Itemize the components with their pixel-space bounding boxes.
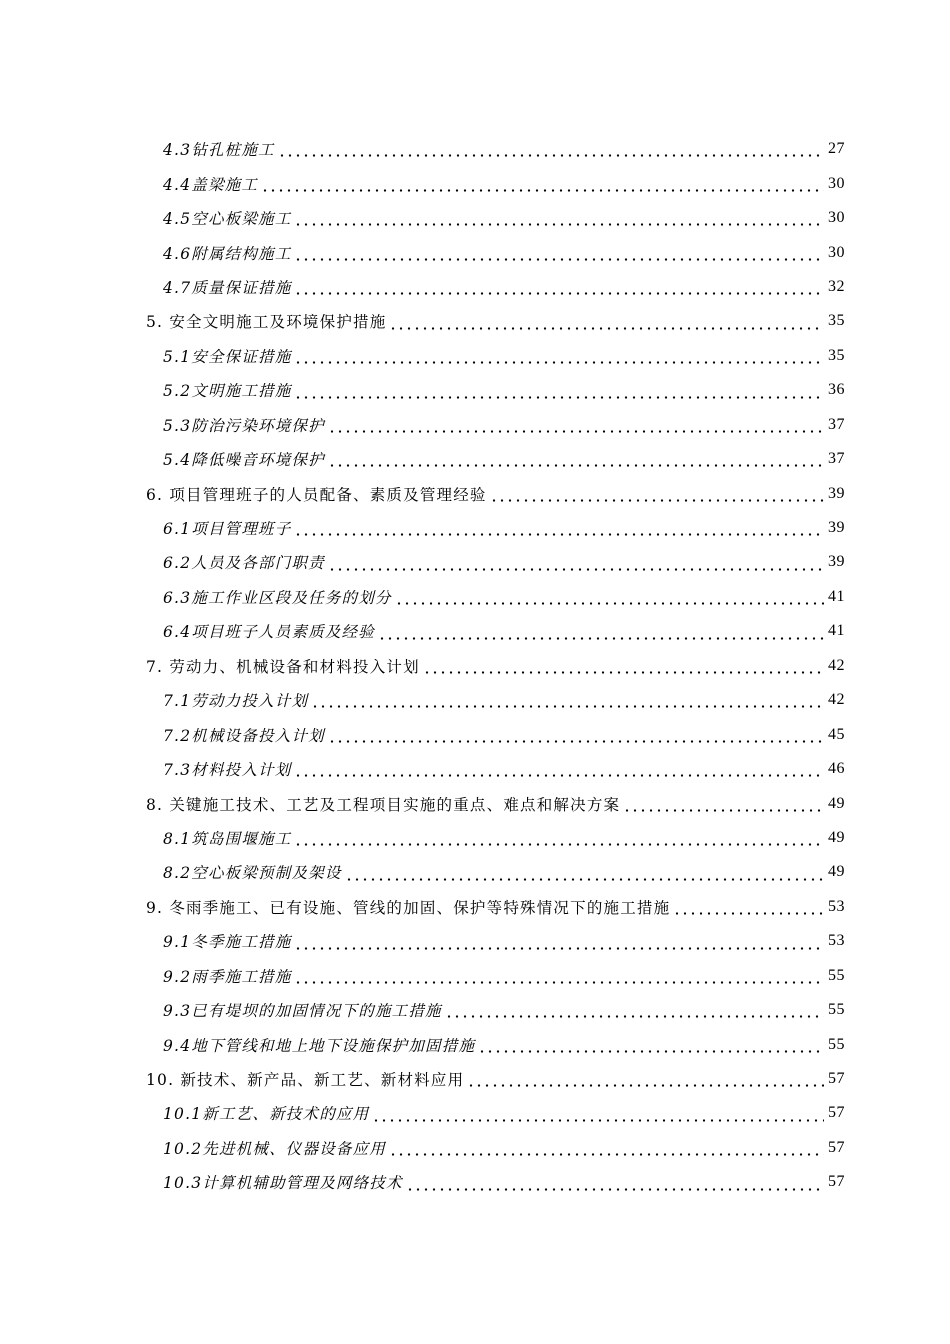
toc-page-number: 55 — [828, 1001, 845, 1019]
toc-page-number: 39 — [828, 484, 845, 502]
toc-entry-title: 6. 项目管理班子的人员配备、素质及管理经验 — [146, 485, 487, 504]
toc-subsection-entry[interactable] — [0, 408, 950, 442]
toc-page-number: 57 — [828, 1173, 845, 1191]
toc-dot-leader — [478, 1050, 824, 1053]
toc-subsection-entry[interactable] — [0, 752, 950, 786]
toc-page-number: 57 — [828, 1070, 845, 1088]
toc-subsection-entry[interactable] — [0, 132, 950, 166]
toc-entry-title: 5. 安全文明施工及环境保护措施 — [146, 313, 387, 332]
toc-page-number: 30 — [828, 209, 845, 227]
toc-dot-leader — [423, 671, 824, 674]
toc-dot-leader — [328, 430, 824, 433]
toc-entry-title: 5.4降低噪音环境保护 — [163, 451, 325, 470]
toc-page-number: 35 — [828, 346, 845, 364]
toc-entry-title: 9.4地下管线和地上地下设施保护加固措施 — [163, 1036, 476, 1055]
toc-page-number: 49 — [828, 828, 845, 846]
toc-entry-title: 7. 劳动力、机械设备和材料投入计划 — [146, 657, 420, 676]
toc-page-number: 30 — [828, 174, 845, 192]
toc-dot-leader — [294, 774, 824, 777]
toc-dot-leader — [311, 705, 824, 708]
toc-entry-title: 6.3施工作业区段及任务的划分 — [163, 588, 392, 607]
toc-dot-leader — [328, 568, 824, 571]
toc-subsection-entry[interactable] — [0, 993, 950, 1027]
toc-page-number: 39 — [828, 553, 845, 571]
toc-page-number: 45 — [828, 725, 845, 743]
toc-dot-leader — [328, 740, 824, 743]
toc-entry-title: 4.5空心板梁施工 — [163, 210, 292, 229]
toc-dot-leader — [294, 533, 824, 536]
toc-dot-leader — [445, 1015, 824, 1018]
toc-dot-leader — [278, 154, 824, 157]
toc-subsection-entry[interactable] — [0, 442, 950, 476]
toc-dot-leader — [673, 912, 824, 915]
toc-page-number: 30 — [828, 243, 845, 261]
toc-section-entry[interactable] — [0, 649, 950, 683]
toc-entry-title: 6.2人员及各部门职责 — [163, 554, 325, 573]
toc-subsection-entry[interactable] — [0, 1027, 950, 1061]
toc-page-number: 46 — [828, 760, 845, 778]
toc-subsection-entry[interactable] — [0, 235, 950, 269]
toc-subsection-entry[interactable] — [0, 717, 950, 751]
toc-entry-title: 4.3钻孔桩施工 — [163, 141, 275, 160]
toc-entry-title: 8. 关键施工技术、工艺及工程项目实施的重点、难点和解决方案 — [146, 795, 621, 814]
toc-dot-leader — [328, 464, 824, 467]
toc-entry-title: 9.2雨季施工措施 — [163, 967, 292, 986]
toc-subsection-entry[interactable] — [0, 924, 950, 958]
toc-entry-title: 7.2机械设备投入计划 — [163, 726, 325, 745]
toc-subsection-entry[interactable] — [0, 373, 950, 407]
toc-page-number: 41 — [828, 622, 845, 640]
toc-subsection-entry[interactable] — [0, 270, 950, 304]
toc-entry-title: 8.1筑岛围堰施工 — [163, 829, 292, 848]
toc-page-number: 57 — [828, 1138, 845, 1156]
toc-subsection-entry[interactable] — [0, 545, 950, 579]
toc-section-entry[interactable] — [0, 1062, 950, 1096]
toc-page-number: 57 — [828, 1104, 845, 1122]
toc-dot-leader — [389, 1153, 824, 1156]
table-of-contents — [0, 132, 950, 1200]
toc-page-number: 37 — [828, 450, 845, 468]
toc-page-number: 32 — [828, 277, 845, 295]
toc-section-entry[interactable] — [0, 890, 950, 924]
toc-dot-leader — [294, 223, 824, 226]
toc-dot-leader — [294, 843, 824, 846]
toc-entry-title: 5.1安全保证措施 — [163, 347, 292, 366]
toc-entry-title: 9.3已有堤坝的加固情况下的施工措施 — [163, 1002, 442, 1021]
toc-dot-leader — [294, 947, 824, 950]
toc-page-number: 39 — [828, 519, 845, 537]
toc-dot-leader — [389, 327, 824, 330]
toc-entry-title: 7.1劳动力投入计划 — [163, 692, 309, 711]
toc-subsection-entry[interactable] — [0, 511, 950, 545]
toc-entry-title: 4.7质量保证措施 — [163, 278, 292, 297]
toc-entry-title: 8.2空心板梁预制及架设 — [163, 864, 342, 883]
toc-dot-leader — [378, 637, 824, 640]
toc-page-number: 36 — [828, 381, 845, 399]
toc-subsection-entry[interactable] — [0, 821, 950, 855]
toc-page-number: 49 — [828, 863, 845, 881]
toc-page-number: 42 — [828, 656, 845, 674]
toc-entry-title: 10. 新技术、新产品、新工艺、新材料应用 — [146, 1071, 465, 1090]
toc-section-entry[interactable] — [0, 786, 950, 820]
toc-page-number: 42 — [828, 691, 845, 709]
toc-entry-title: 10.2先进机械、仪器设备应用 — [163, 1139, 387, 1158]
toc-page-number: 55 — [828, 966, 845, 984]
toc-subsection-entry[interactable] — [0, 201, 950, 235]
toc-page-number: 55 — [828, 1035, 845, 1053]
toc-subsection-entry[interactable] — [0, 166, 950, 200]
toc-section-entry[interactable] — [0, 304, 950, 338]
toc-subsection-entry[interactable] — [0, 1096, 950, 1130]
toc-page-number: 41 — [828, 587, 845, 605]
toc-dot-leader — [372, 1119, 824, 1122]
toc-dot-leader — [490, 499, 824, 502]
toc-dot-leader — [294, 361, 824, 364]
toc-subsection-entry[interactable] — [0, 1131, 950, 1165]
toc-page-number: 37 — [828, 415, 845, 433]
toc-dot-leader — [395, 602, 824, 605]
toc-subsection-entry[interactable] — [0, 683, 950, 717]
toc-dot-leader — [294, 396, 824, 399]
toc-entry-title: 6.4项目班子人员素质及经验 — [163, 623, 375, 642]
toc-dot-leader — [294, 292, 824, 295]
toc-entry-title: 4.4盖梁施工 — [163, 175, 259, 194]
toc-subsection-entry[interactable] — [0, 614, 950, 648]
toc-dot-leader — [294, 981, 824, 984]
toc-section-entry[interactable] — [0, 476, 950, 510]
toc-subsection-entry[interactable] — [0, 959, 950, 993]
toc-entry-title: 9. 冬雨季施工、已有设施、管线的加固、保护等特殊情况下的施工措施 — [146, 898, 671, 917]
toc-entry-title: 10.3计算机辅助管理及网络技术 — [163, 1174, 403, 1193]
toc-page-number: 49 — [828, 794, 845, 812]
toc-dot-leader — [294, 258, 824, 261]
toc-subsection-entry[interactable] — [0, 1165, 950, 1199]
toc-entry-title: 10.1新工艺、新技术的应用 — [163, 1105, 370, 1124]
toc-dot-leader — [345, 878, 824, 881]
toc-subsection-entry[interactable] — [0, 339, 950, 373]
toc-dot-leader — [467, 1084, 824, 1087]
toc-entry-title: 6.1项目管理班子 — [163, 520, 292, 539]
toc-entry-title: 4.6附属结构施工 — [163, 244, 292, 263]
toc-dot-leader — [406, 1188, 824, 1191]
toc-page-number: 35 — [828, 312, 845, 330]
toc-subsection-entry[interactable] — [0, 855, 950, 889]
toc-entry-title: 5.2文明施工措施 — [163, 382, 292, 401]
toc-entry-title: 7.3材料投入计划 — [163, 761, 292, 780]
toc-dot-leader — [623, 809, 824, 812]
toc-page-number: 27 — [828, 140, 845, 158]
toc-entry-title: 9.1冬季施工措施 — [163, 933, 292, 952]
toc-subsection-entry[interactable] — [0, 580, 950, 614]
toc-dot-leader — [261, 189, 824, 192]
toc-page-number: 53 — [828, 897, 845, 915]
toc-page-number: 53 — [828, 932, 845, 950]
toc-entry-title: 5.3防治污染环境保护 — [163, 416, 325, 435]
